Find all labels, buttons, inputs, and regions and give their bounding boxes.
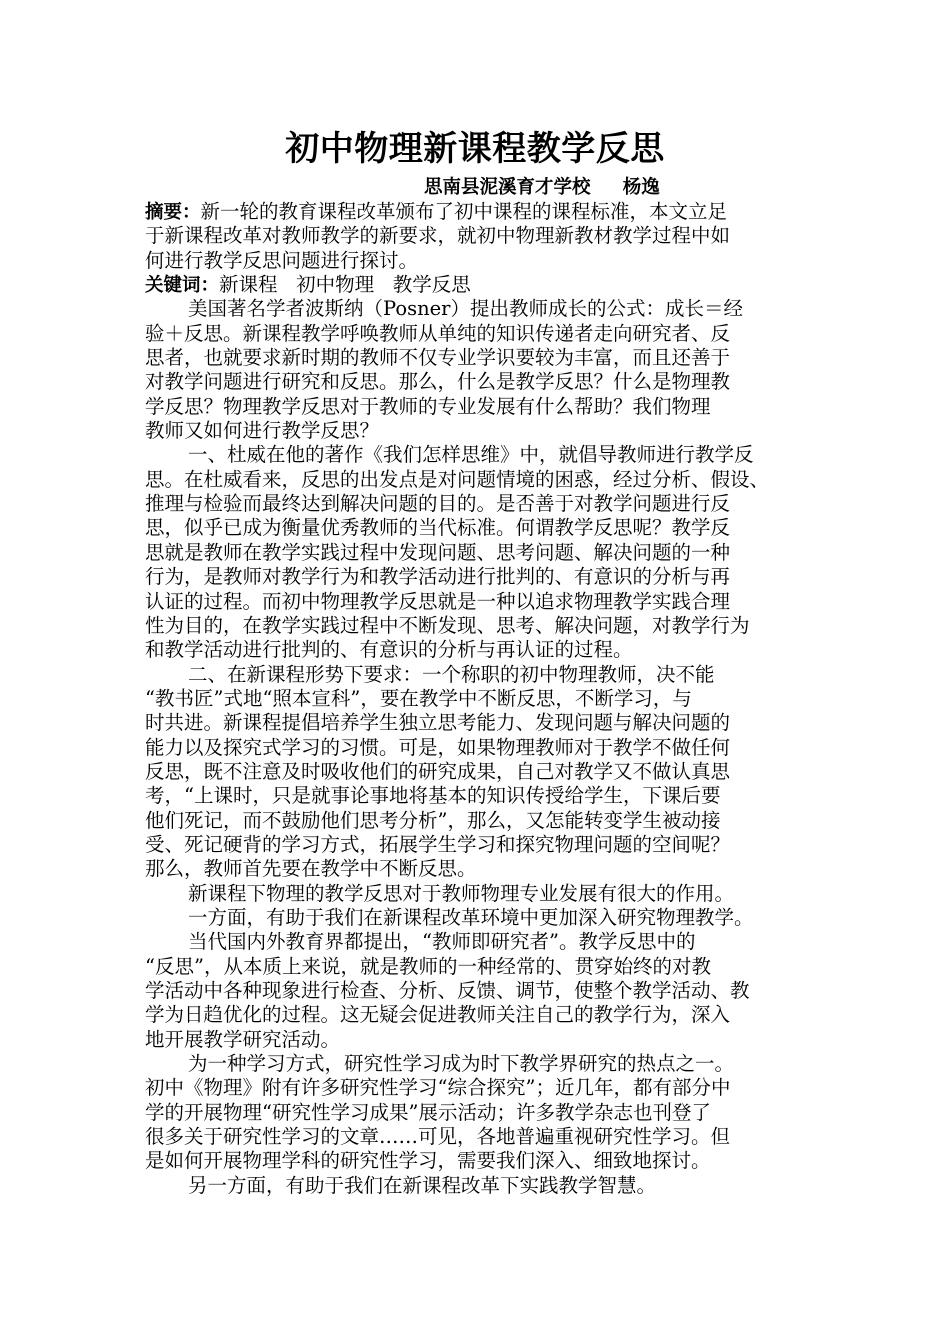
text-line: 思，似乎已成为衡量优秀教师的当代标准。何谓教学反思呢？教学反 [145, 516, 731, 540]
text-line: 学的开展物理“研究性学习成果”展示活动；许多教学杂志也刊登了 [145, 1100, 711, 1124]
text-line: 思者，也就要求新时期的教师不仅专业学识要较为丰富，而且还善于 [145, 346, 731, 370]
text-line: 验＋反思。新课程教学呼唤教师从单纯的知识传递者走向研究者、反 [145, 321, 731, 345]
text-line: 他们死记，而不鼓励他们思考分析”，那么，又怎能转变学生被动接 [145, 808, 721, 832]
text-line: 一方面，有助于我们在新课程改革环境中更加深入研究物理教学。 [188, 905, 754, 929]
text-line: 推理与检验而最终达到解决问题的目的。是否善于对教学问题进行反 [145, 492, 731, 516]
text-line: 对教学问题进行研究和反思。那么，什么是教学反思？什么是物理教 [145, 370, 731, 394]
text-line: 何进行教学反思问题进行探讨。 [145, 248, 419, 272]
text-line: 性为目的，在教学实践过程中不断发现、思考、解决问题，对教学行为 [145, 613, 750, 637]
text-line: 学活动中各种现象进行检查、分析、反馈、调节，使整个教学活动、教 [145, 979, 750, 1002]
text-line: 能力以及探究式学习的习惯。可是，如果物理教师对于教学不做任何 [145, 735, 731, 759]
keywords-label: 关键词： [145, 275, 220, 297]
text-line: 二、在新课程形势下要求：一个称职的初中物理教师，决不能 [188, 662, 715, 686]
document-body [145, 200, 825, 1198]
text-line: 那么，教师首先要在教学中不断反思。 [145, 857, 477, 881]
text-line: 考，“上课时，只是就事论事地将基本的知识传授给学生，下课后要 [145, 784, 721, 808]
text-line: 为一种学习方式，研究性学习成为时下教学界研究的热点之一。 [188, 1052, 735, 1076]
document-title: 初中物理新课程教学反思 [285, 129, 665, 169]
text-line: 一、杜威在他的著作《我们怎样思维》中，就倡导教师进行教学反 [188, 443, 754, 467]
text-line: 当代国内外教育界都提出，“教师即研究者”。教学反思中的 [188, 930, 696, 954]
text-line: 教师又如何进行教学反思？ [145, 419, 380, 443]
abstract-label: 摘要： [145, 202, 201, 223]
text-line: 初中《物理》附有许多研究性学习“综合探究”；近几年，都有部分中 [145, 1076, 731, 1100]
keywords-line [145, 273, 825, 297]
text-line: 学反思？物理教学反思对于教师的专业发展有什么帮助？我们物理 [145, 394, 711, 418]
text-line: 很多关于研究性学习的文章……可见，各地普遍重视研究性学习。但 [145, 1125, 731, 1149]
text-line: 思。在杜威看来，反思的出发点是对问题情境的困惑，经过分析、假设、 [145, 467, 770, 491]
text-line: 是如何开展物理学科的研究性学习，需要我们深入、细致地探讨。 [145, 1149, 711, 1173]
abstract-line [145, 200, 825, 224]
author-line: 思南县泥溪育才学校 杨逸 [424, 177, 660, 198]
text-line: 新课程下物理的教学反思对于教师物理专业发展有很大的作用。 [188, 881, 735, 905]
text-line: 地开展教学研究活动。 [145, 1027, 341, 1051]
text-line: 另一方面，有助于我们在新课程改革下实践教学智慧。 [188, 1173, 657, 1197]
text-line: 认证的过程。而初中物理教学反思就是一种以追求物理教学实践合理 [145, 589, 731, 613]
text-line: 行为，是教师对教学行为和教学活动进行批判的、有意识的分析与再 [145, 565, 731, 589]
text-line: 时共进。新课程提倡培养学生独立思考能力、发现问题与解决问题的 [145, 711, 731, 735]
text-line: 思就是教师在教学实践过程中发现问题、思考问题、解决问题的一种 [145, 540, 731, 564]
text-line: “反思”，从本质上来说，就是教师的一种经常的、贯穿始终的对教 [145, 954, 711, 978]
text-line: 和教学活动进行批判的、有意识的分析与再认证的过程。 [145, 638, 633, 662]
text-line: 反思，既不注意及时吸收他们的研究成果，自己对教学又不做认真思 [145, 759, 731, 783]
text-line: 新一轮的教育课程改革颁布了初中课程的课程标准，本文立足 [200, 200, 728, 223]
text-line: 学为日趋优化的过程。这无疑会促进教师关注自己的教学行为，深入 [145, 1003, 731, 1027]
text-line: 于新课程改革对教师教学的新要求，就初中物理新教材教学过程中如 [145, 224, 731, 248]
text-line: “教书匠”式地“照本宣科”，要在教学中不断反思，不断学习，与 [145, 686, 692, 710]
text-line: 美国著名学者波斯纳（Posner）提出教师成长的公式：成长＝经 [188, 297, 743, 321]
text-line: 受、死记硬背的学习方式，拓展学生学习和探究物理问题的空间呢？ [145, 832, 731, 856]
keywords-text: 新课程 初中物理 教学反思 [219, 273, 471, 297]
